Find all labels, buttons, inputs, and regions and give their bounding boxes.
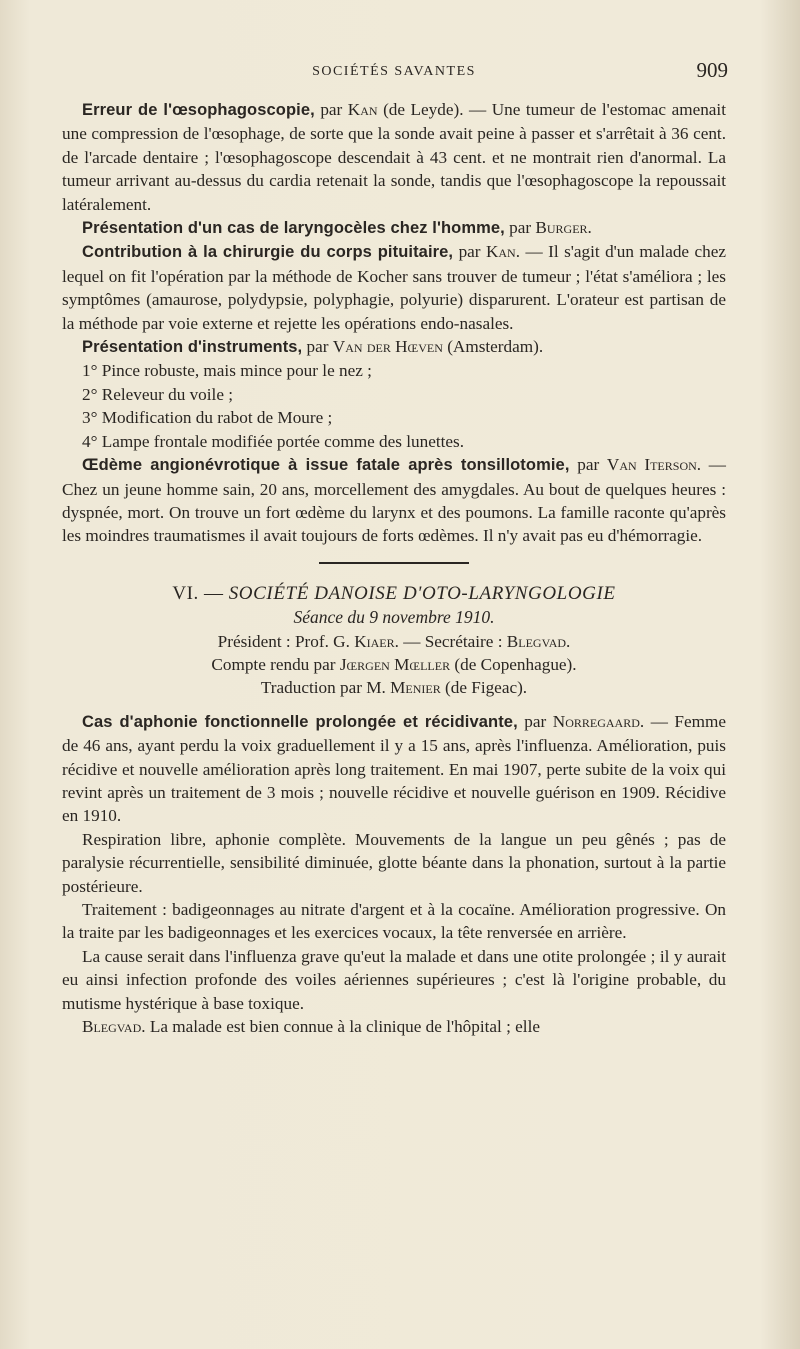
section-divider xyxy=(319,562,469,564)
paper-title: Cas d'aphonie fonctionnelle prolongée et récidivante, xyxy=(82,712,518,731)
paragraph-respiration: Respiration libre, aphonie complète. Mouvements de la langue un peu gênés ; pas de paralysie récurrentielle, sensibilité diminuée, glotte béante dans la phonation, surtout à la partie postérieure. xyxy=(62,829,726,896)
paper-title: Erreur de l'œsophagoscopie, xyxy=(82,101,315,119)
by-word: par xyxy=(569,455,607,475)
by-word: par xyxy=(453,242,486,262)
list-item: 3° Modification du rabot de Moure ; xyxy=(82,408,333,428)
author-name: Kan xyxy=(347,100,378,119)
page-body xyxy=(62,98,726,1038)
translation-line xyxy=(62,676,726,699)
society-name: SOCIÉTÉ DANOISE D'OTO-LARYNGOLOGIE xyxy=(228,582,616,604)
paper-title: Contribution à la chirurgie du corps pituitaire, xyxy=(82,243,454,262)
paper-title: Œdème angionévrotique à issue fatale après tonsillotomie, xyxy=(82,456,570,475)
paragraph-cause: La cause serait dans l'influenza grave qu'eut la malade et dans une otite prolongée ; il y aurait eu ainsi infection profonde des voiles aériennes supérieures ; c'est là l'origine probable, du mutisme hystérique à base toxique. xyxy=(62,946,726,1013)
list-item: 1° Pince robuste, mais mince pour le nez ; xyxy=(82,361,372,381)
president-name: Kiaer xyxy=(354,631,395,651)
author-name: Van Iterson xyxy=(606,455,697,475)
by-word: par xyxy=(504,218,536,238)
paper-title: Présentation d'un cas de laryngocèles chez l'homme, xyxy=(82,219,505,238)
paragraph-erreur-oesophagoscopie xyxy=(62,98,726,216)
reporter-place: (de Copenhague). xyxy=(450,654,577,674)
paragraph-laryngoceles xyxy=(62,216,726,240)
secretary-name: Blegvad xyxy=(506,631,567,651)
by-word: par xyxy=(314,100,348,119)
by-word: par xyxy=(302,337,333,357)
author-name: Norregaard xyxy=(552,711,640,731)
translation-label: Traduction par M. xyxy=(260,678,391,698)
reporter-name: Jœrgen Mœller xyxy=(339,654,451,674)
paragraph-text: . — Femme de 46 ans, ayant perdu la voix graduellement il y a 15 ans, après l'influenza. Amélioration, puis récidive et nouvelle amélioration après long traitement. En mai 1907, perte subite de la voix qui revint après un traitement de 3 mois ; nouvelle récidive et nouvelle guérison en 1909. Récidive en 1910. xyxy=(62,711,726,826)
president-label: Président : Prof. G. xyxy=(217,631,355,651)
report-line xyxy=(62,653,726,676)
translator-place: (de Figeac). xyxy=(440,678,528,698)
paragraph-text: . La malade est bien connue à la clinique de l'hôpital ; elle xyxy=(141,1017,540,1037)
section-title xyxy=(62,582,726,605)
author-name: Blegvad xyxy=(82,1017,142,1037)
paragraph-text: . — Chez un jeune homme sain, 20 ans, morcellement des amygdales. Au bout de quelques heures : dyspnée, mort. On trouve un fort œdème du larynx et des poumons. La famille raconte qu'après les moindres traumatismes il avait toujours de forts œdèmes. Il n'y avait pas eu d'hémorragie. xyxy=(62,455,726,546)
compte-label: Compte rendu par xyxy=(211,654,340,674)
paragraph-text: (de Leyde). — Une tumeur de l'estomac amenait une compression de l'œsophage, de sorte que la sonde avait peine à passer et s'arrêtait à 36 cent. de l'arcade dentaire ; l'œsophagoscope descendait à 43 cent. et ne montrait rien d'anormal. La tumeur arrivant au-dessus du cardia retenait la sonde, tandis que l'œsophagoscope la repoussait latéralement. xyxy=(62,100,726,214)
paragraph-traitement: Traitement : badigeonnages au nitrate d'argent et à la cocaïne. Amélioration progressive. On la traite par les badigeonnages et les exercices vocaux, la tête renversée en arrière. xyxy=(62,900,726,943)
author-name: Burger. xyxy=(535,218,592,238)
paragraph-text: . — Il s'agit d'un malade chez lequel on fit l'opération par la méthode de Kocher sans trouver de tumeur ; l'état s'améliora ; les symptômes (amaurose, polydypsie, polyphagie, polyurie) disparurent. L'orateur est partisan de la méthode par voie externe et rejette les opérations endo-nasales. xyxy=(62,242,726,333)
paragraph-blegvad xyxy=(62,1015,726,1038)
paragraph-corps-pituitaire xyxy=(62,240,726,335)
paragraph-oedeme xyxy=(62,453,726,548)
page-header xyxy=(60,58,728,88)
paper-title: Présentation d'instruments, xyxy=(82,338,303,357)
secretary-label: . — Secrétaire : xyxy=(394,631,507,651)
officers-line: Président : Prof. G. Kiaer. — Secrétaire : Blegvad. xyxy=(217,631,571,651)
paragraph-aphonie xyxy=(62,710,726,828)
section-heading xyxy=(62,582,726,700)
section-numeral: VI. — xyxy=(172,582,229,604)
page-number: 909 xyxy=(696,58,728,82)
author-name: Van der Hœven xyxy=(332,337,443,357)
running-title: SOCIÉTÉS SAVANTES xyxy=(312,64,476,79)
paragraph-text: (Amsterdam). xyxy=(442,337,544,357)
seance-date: Séance du 9 novembre 1910. xyxy=(293,607,495,628)
paragraph-instruments xyxy=(62,335,726,359)
author-name: Kan xyxy=(485,242,516,262)
by-word: par xyxy=(517,711,553,731)
translator-name: Menier xyxy=(390,678,441,698)
list-item: 2° Releveur du voile ; xyxy=(82,384,234,404)
list-item: 4° Lampe frontale modifiée portée comme des lunettes. xyxy=(82,431,464,451)
